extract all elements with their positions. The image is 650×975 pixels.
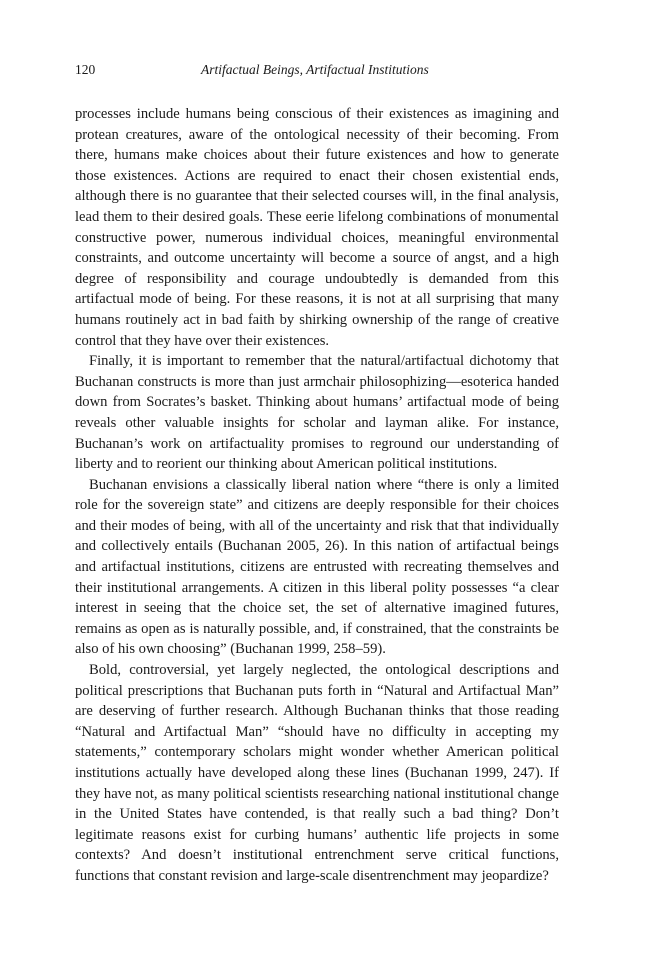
book-page: [75, 62, 559, 887]
paragraph-4: Bold, controversial, yet largely neglected, the ontological descriptions and political prescriptions that Buchanan puts forth in “Natural and Artifactual Man” are deserving of further research. Although Buchanan thinks that those reading “Natural and Artifactual Man” “should have no difficulty in accepting my statements,” contemporary scholars might wonder whether American political institutions actually have developed along these lines (Buchanan 1999, 247). If they have not, as many political scientists researching national institutional change in the United States have contended, is that really such a bad thing? Don’t legitimate reasons exist for curbing humans’ authentic life projects in some contexts? And doesn’t institutional entrenchment serve critical functions, functions that constant revision and large-scale disentrenchment may jeopardize?: [75, 662, 559, 884]
paragraph-1: processes include humans being conscious of their existences as imagining and protean creatures, aware of the ontological necessity of their becoming. From there, humans make choices about their future existences and how to generate those existences. Actions are required to enact their chosen existential ends, although there is no guarantee that their selected courses will, in the final analysis, lead them to their desired goals. These eerie lifelong combinations of monumental constructive power, numerous individual choices, meaningful environmental constraints, and outcome uncertainty will become a source of angst, and a high degree of responsibility and courage undoubtedly is demanded from this artifactual mode of being. For these reasons, it is not at all surprising that many humans routinely act in bad faith by shirking ownership of the range of creative control that they have over their existences.: [75, 106, 559, 349]
running-title: Artifactual Beings, Artifactual Institutions: [201, 62, 429, 77]
page-header: [75, 62, 559, 84]
page-body: [75, 104, 559, 887]
page-number: 120: [75, 62, 96, 77]
paragraph-3: Buchanan envisions a classically liberal nation where “there is only a limited role for the sovereign state” and citizens are deeply responsible for their choices and their modes of being, with all of the uncertainty and risk that that individually and collectively entails (Buchanan 2005, 26). In this nation of artifactual beings and artifactual institutions, citizens are entrusted with recreating themselves and their institutional arrangements. A citizen in this liberal polity possesses “a clear interest in seeing that the choice set, the set of alternative imagined futures, remains as open as is naturally possible, and, if constrained, that the constraints be also of his own choosing” (Buchanan 1999, 258–59).: [75, 476, 559, 658]
paragraph-2: Finally, it is important to remember that the natural/artifactual dichotomy that Buchanan constructs is more than just armchair philosophizing—esoterica handed down from Socrates’s basket. Thinking about humans’ artifactual mode of being reveals other valuable insights for scholar and layman alike. For instance, Buchanan’s work on artifactuality promises to reground our understanding of liberty and to reorient our thinking about American political institutions.: [75, 353, 559, 473]
